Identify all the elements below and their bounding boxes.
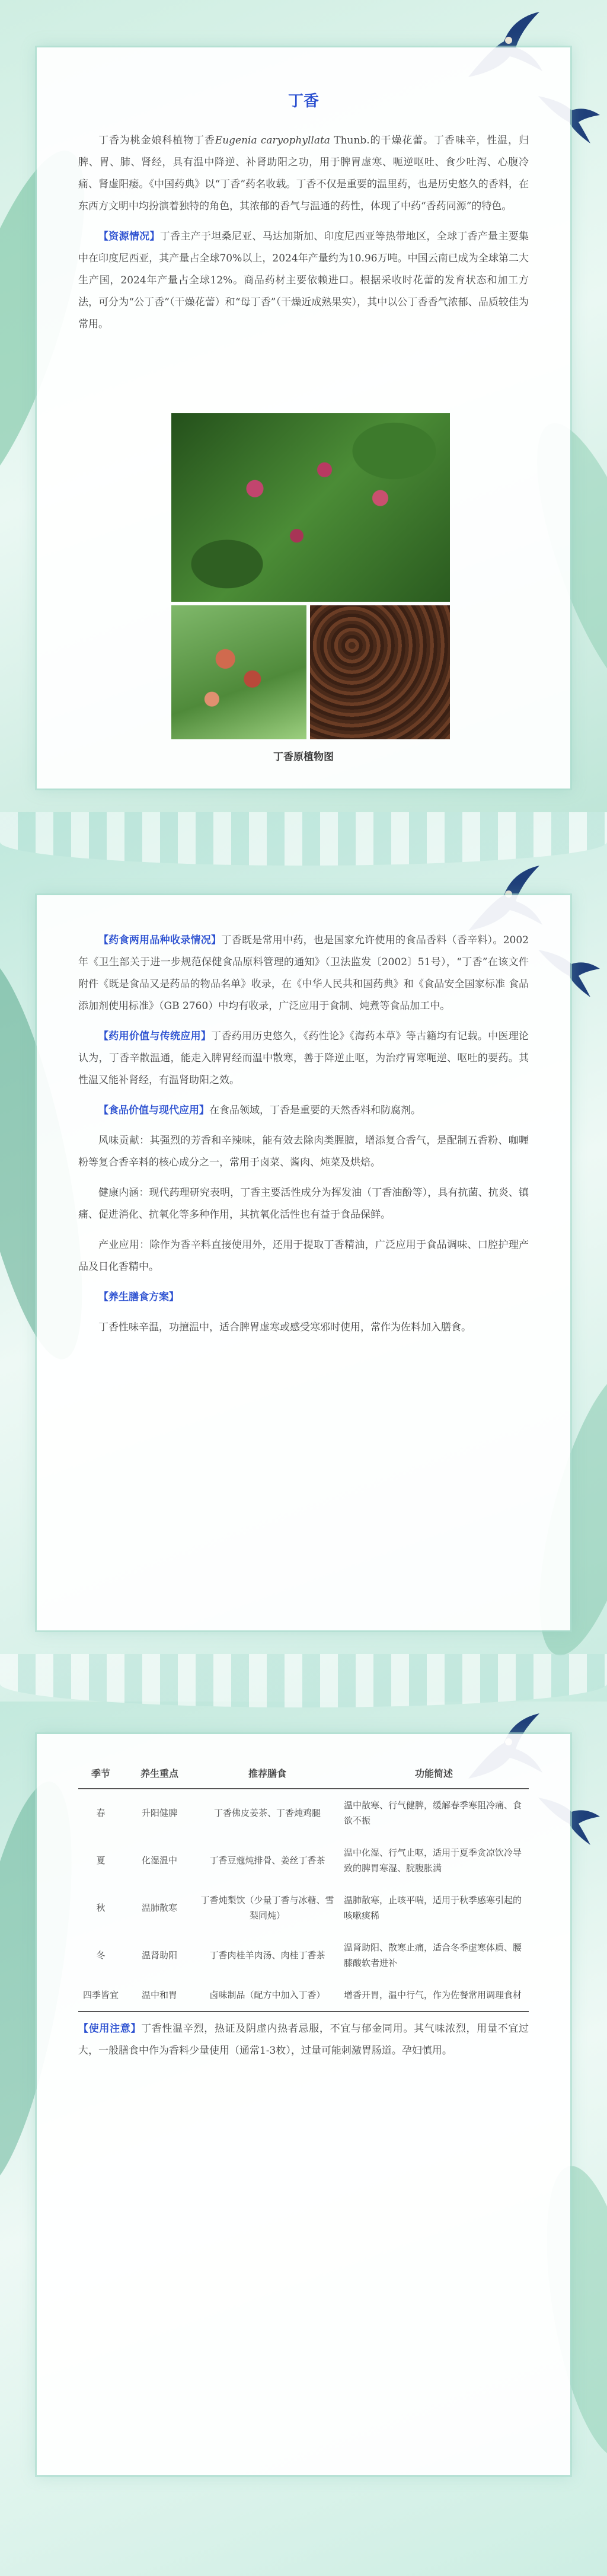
catalog-label: 【药食两用品种收录情况】: [98, 934, 222, 946]
table-cell: 春: [96, 1808, 106, 1818]
dried-clove-photo: [310, 605, 450, 739]
table-cell: 温肾助阳: [141, 1950, 177, 1961]
table-cell: 四季皆宜: [78, 1979, 123, 2012]
wave-divider: [0, 1654, 607, 1707]
table-cell: 丁香豆蔻炖排骨、姜丝丁香茶: [209, 1855, 325, 1866]
page-title: 丁香: [287, 92, 319, 110]
recipe-paragraph: 丁香性味辛温，功擅温中，适合脾胃虚寒或感受寒邪时使用，常作为佐料加入膳食。: [98, 1321, 471, 1333]
table-row: [78, 1932, 529, 1979]
resource-label: 【资源情况】: [98, 231, 160, 242]
clove-tree-photo: [171, 413, 450, 602]
table-cell: 丁香肉桂羊肉汤、肉桂丁香茶: [209, 1950, 325, 1961]
food-paragraph: 【食品价值与现代应用】在食品领域，丁香是重要的天然香料和防腐剂。: [98, 1105, 421, 1116]
table-cell: 温中和胃: [123, 1979, 196, 2012]
table-header: 养生重点: [123, 1758, 196, 1789]
table-row: [78, 1789, 529, 1837]
usage-panel: [37, 895, 570, 1630]
intro-paragraph: 丁香为桃金娘科植物丁香Eugenia caryophyllata Thunb.的干燥花蕾。丁香味辛，性温，归脾、胃、肺、肾经，具有温中降逆、补肾助阳之功，用于脾胃虚寒、呃逆呕吐、食少吐泻、心腹冷痛、肾虚阳痿。《中国药典》以“丁香”药名收载。丁香不仅是重要的温里药，也是历史悠久的香料，在东西方文明中均扮演着独特的角色，其浓郁的香气与温通的药性，体现了中药“香药同源”的特色。: [78, 135, 529, 212]
seasonal-diet-table: [78, 1758, 529, 2012]
table-cell: 温肺散寒: [141, 1903, 177, 1913]
industry-paragraph: 产业应用：除作为香辛料直接使用外，还用于提取丁香精油，广泛应用于食品调味、口腔护理产品及日化香精中。: [78, 1239, 529, 1273]
resource-paragraph: 【资源情况】丁香主产于坦桑尼亚、马达加斯加、印度尼西亚等热带地区，全球丁香产量主要集中在印度尼西亚，其产量占全球70%以上，2024年产量约为10.96万吨。中国云南已成为全球第二大生产国，2024年产量占全球12%。商品药材主要依赖进口。根据采收时花蕾的发育状态和加工方法，可分为“公丁香”（干燥花蕾）和“母丁香”（干燥近成熟果实），其中以公丁香香气浓郁、品质较佳为常用。: [78, 231, 529, 330]
table-header: 推荐膳食: [196, 1758, 339, 1789]
table-cell: 增香开胃，温中行气，作为佐餐常用调理食材: [339, 1979, 529, 2012]
table-header: 季节: [78, 1758, 123, 1789]
table-row: [78, 1884, 529, 1932]
medical-label: 【药用价值与传统应用】: [98, 1030, 212, 1042]
food-label: 【食品价值与现代应用】: [98, 1105, 209, 1116]
health-paragraph: 健康内涵：现代药理研究表明，丁香主要活性成分为挥发油（丁香油酚等），具有抗菌、抗炎、镇痛、促进消化、抗氧化等多种作用，其抗氧化活性也有益于食品保鲜。: [78, 1187, 529, 1221]
caution-label: 【使用注意】: [78, 2023, 142, 2035]
table-cell: 温中散寒、行气健脾，缓解春季寒阻冷痛、食欲不振: [344, 1800, 522, 1826]
table-cell: 秋: [96, 1903, 106, 1913]
latin-name: Eugenia caryophyllata: [215, 135, 330, 146]
table-cell: 温肺散寒，止咳平喘，适用于秋季感寒引起的咳嗽痰稀: [344, 1895, 522, 1921]
table-cell: 丁香炖梨饮（少量丁香与冰糖、雪梨同炖）: [200, 1895, 334, 1921]
table-row: [78, 1979, 529, 2012]
table-cell: 升阳健脾: [141, 1808, 177, 1818]
table-cell: 丁香佛皮姜茶、丁香炖鸡腿: [213, 1808, 321, 1818]
wave-divider: [0, 812, 607, 866]
table-cell: 化湿温中: [141, 1855, 177, 1866]
medical-paragraph: 【药用价值与传统应用】丁香药用历史悠久，《药性论》《海药本草》等古籍均有记载。中医理论认为，丁香辛散温通，能走入脾胃经而温中散寒，善于降逆止呕，为治疗胃寒呃逆、呕吐的要药。其性温又能补肾经，有温肾助阳之效。: [78, 1030, 529, 1086]
table-cell: 夏: [96, 1855, 106, 1866]
catalog-paragraph: 【药食两用品种收录情况】丁香既是常用中药，也是国家允许使用的食品香料（香辛料）。2002年《卫生部关于进一步规范保健食品原料管理的通知》（卫法监发〔2002〕51号），“丁香”在该文件附件《既是食品又是药品的物品名单》收录，在《中华人民共和国药典》和《食品安全国家标准 食品添加剂使用标准》（GB 2760）中均有收录，广泛应用于食制、炖煮等食品加工中。: [78, 934, 529, 1012]
photo-caption: 丁香原植物图: [273, 751, 334, 763]
table-row: [78, 1837, 529, 1884]
clove-flower-photo: [171, 605, 306, 739]
caution-paragraph: 【使用注意】丁香性温辛烈，热证及阴虚内热者忌服，不宜与郁金同用。其气味浓烈，用量不宜过大，一般膳食中作为香料少量使用（通常1-3枚），过量可能刺激胃肠道。孕妇慎用。: [78, 2023, 529, 2057]
recipe-heading: [78, 1287, 529, 1308]
table-header: 功能简述: [339, 1758, 529, 1789]
clove-photo-grid: [171, 413, 450, 650]
table-cell: 温中化湿、行气止呕，适用于夏季贪凉饮冷导致的脾胃寒湿、脘腹胀满: [344, 1847, 522, 1873]
flavor-paragraph: 风味贡献：其强烈的芳香和辛辣味，能有效去除肉类腥膻，增添复合香气，是配制五香粉、咖喱粉等复合香辛料的核心成分之一，常用于卤菜、酱肉、炖菜及烘焙。: [78, 1135, 529, 1169]
recipe-label: 【养生膳食方案】: [98, 1291, 179, 1303]
table-cell: 温肾助阳、散寒止痛，适合冬季虚寒体质、腰膝酸软者进补: [344, 1942, 522, 1968]
table-cell: 冬: [96, 1950, 106, 1961]
diet-panel: [37, 1734, 570, 2475]
table-cell: 卤味制品（配方中加入丁香）: [196, 1979, 339, 2012]
table-header-row: [78, 1758, 529, 1789]
intro-panel: [37, 47, 570, 789]
